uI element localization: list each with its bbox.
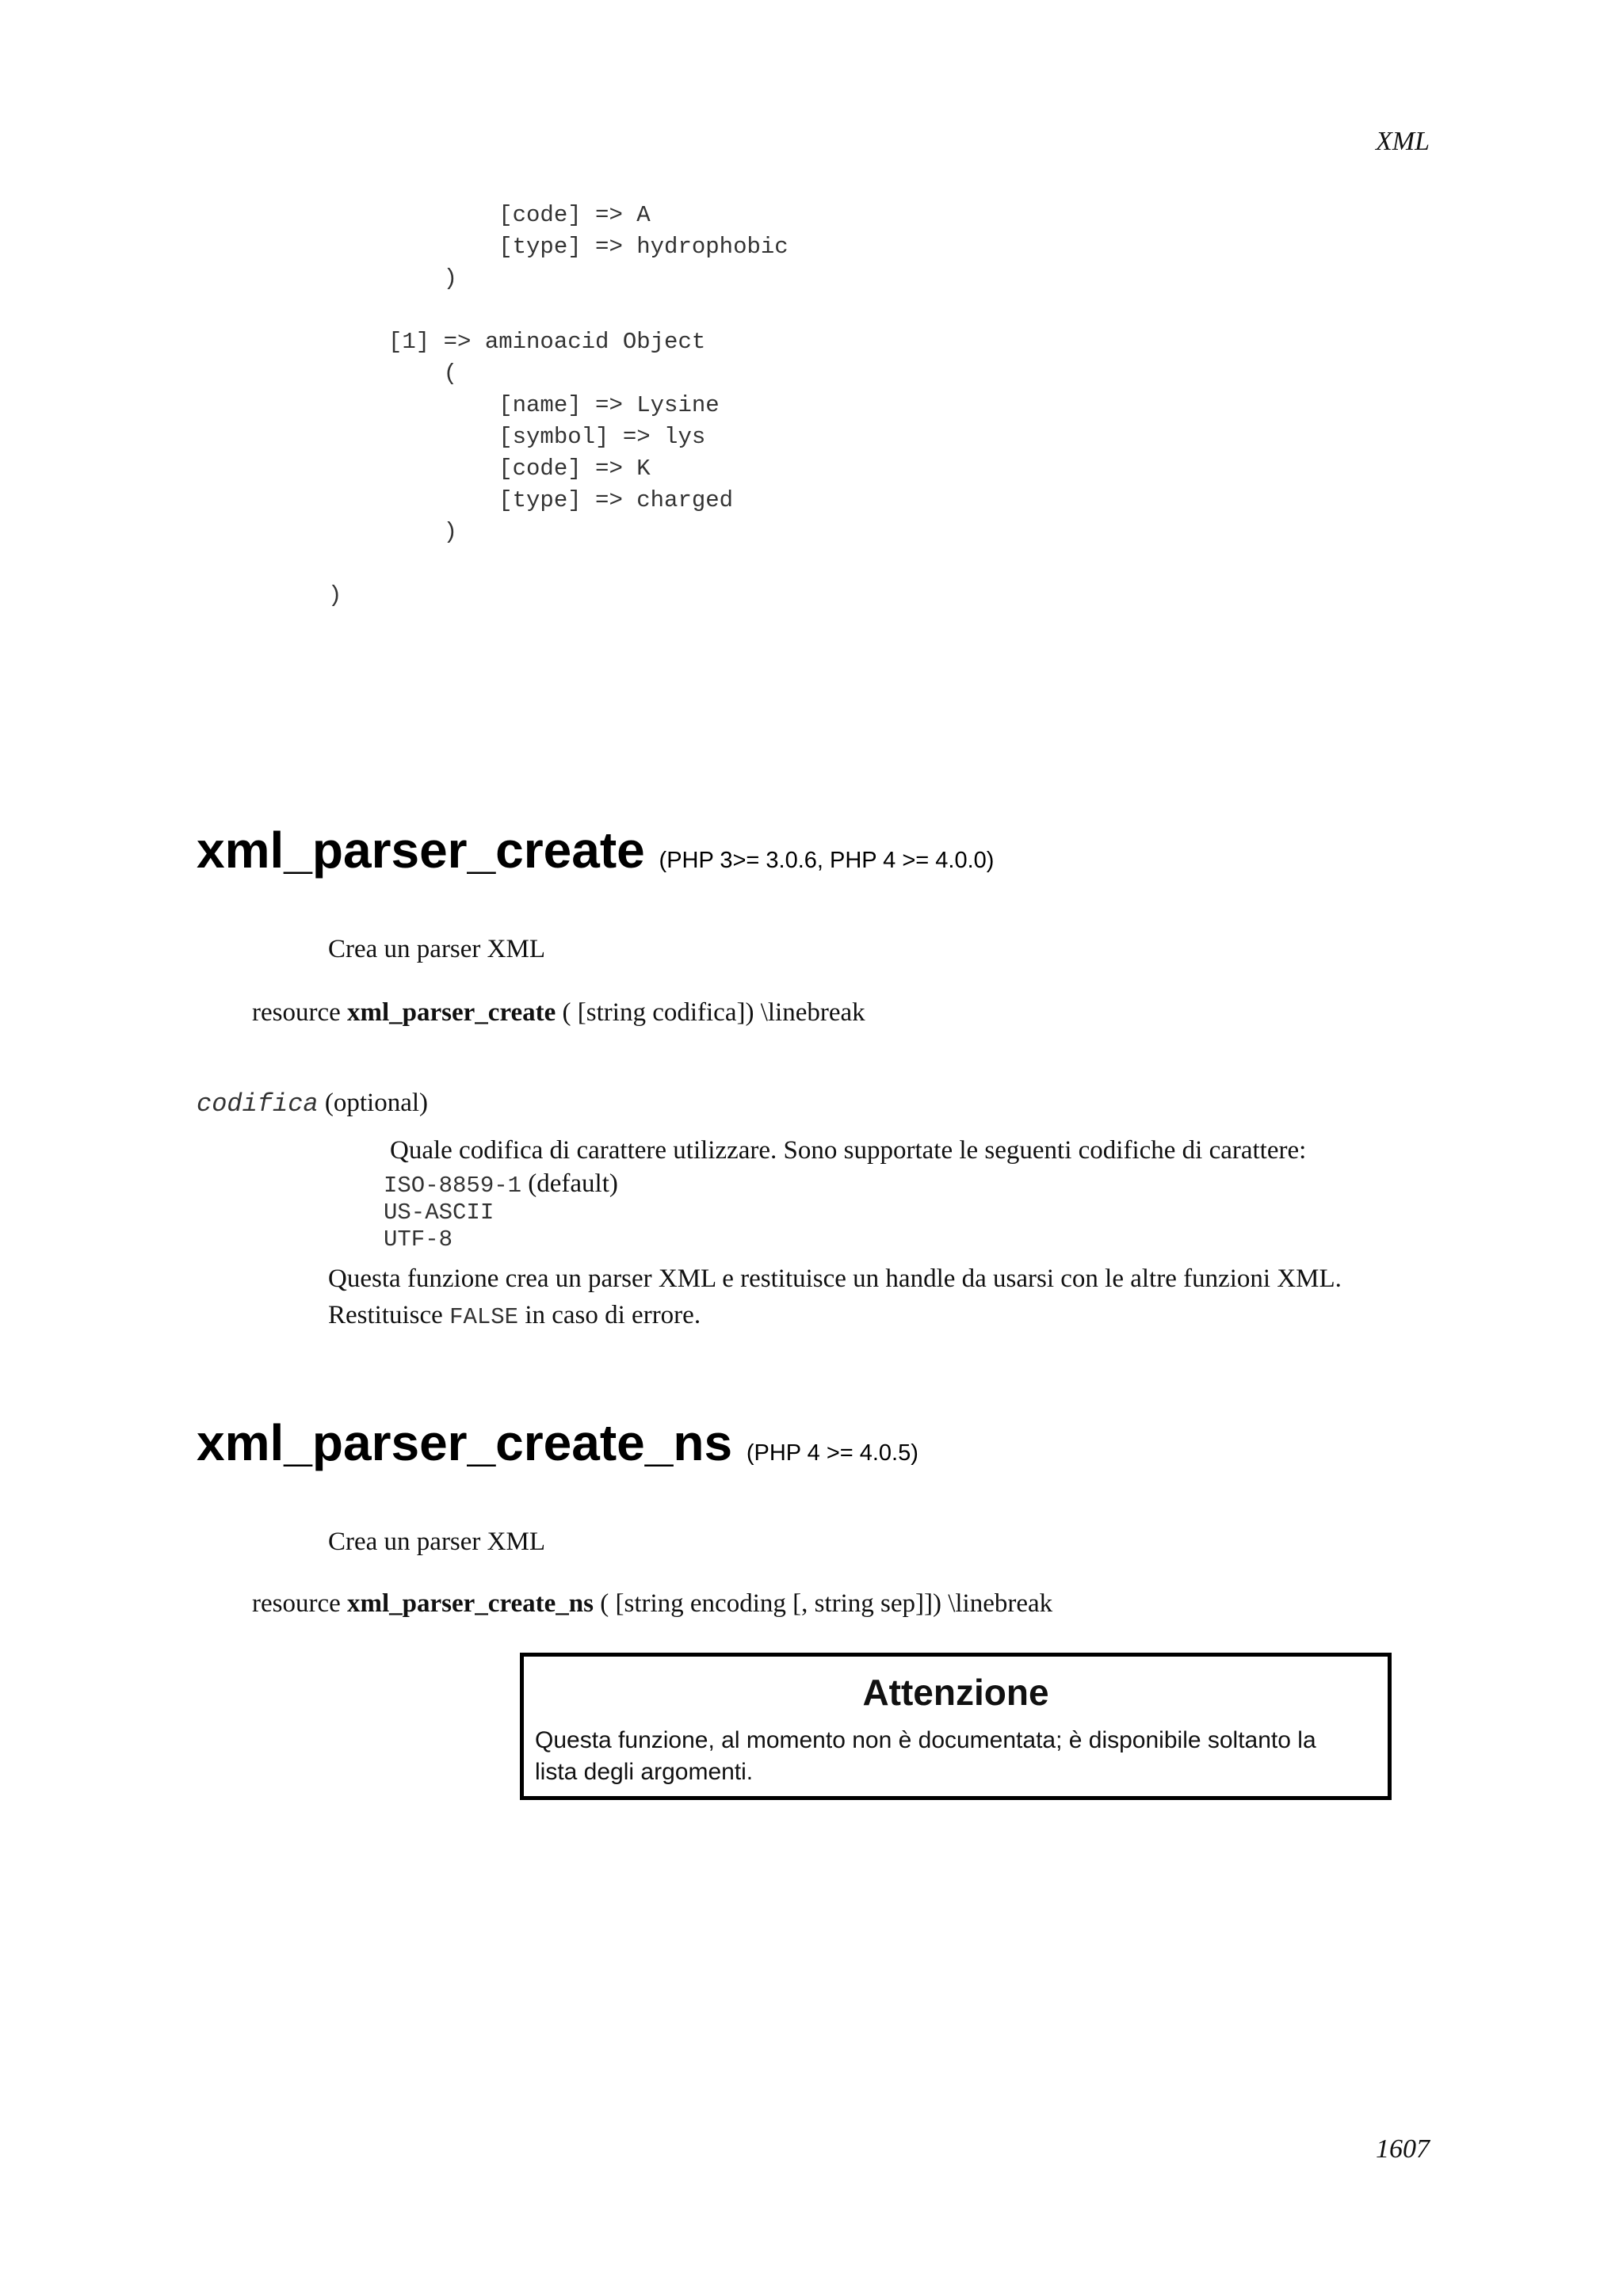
function-version: (PHP 4 >= 4.0.5) [746,1440,918,1466]
function-synopsis [252,995,865,1030]
synopsis-function-name: xml_parser_create_ns [347,1589,594,1618]
code-line: [symbol] => lys [388,424,706,450]
description-text: Restituisce [328,1301,450,1329]
parameter-term [197,1085,428,1122]
synopsis-args: ( [string encoding [, string sep]]) \linebreak [594,1589,1053,1618]
function-purpose: Crea un parser XML [328,935,545,963]
function-synopsis [252,1586,1052,1621]
page-number: 1607 [1376,2134,1430,2164]
parameter-optional: (optional) [318,1089,429,1117]
code-line: ) [328,582,342,608]
function-version: (PHP 3>= 3.0.6, PHP 4 >= 4.0.0) [659,848,995,873]
code-line: ( [388,360,458,387]
synopsis-args: ( [string codifica]) \linebreak [556,998,865,1027]
code-line: [type] => charged [388,487,734,513]
encoding-note: (default) [521,1169,618,1198]
function-purpose: Crea un parser XML [328,1527,545,1556]
code-line: [1] => aminoacid Object [388,329,706,355]
warning-line: Questa funzione, al momento non è documentata; è disponibile soltanto la [535,1727,1316,1753]
synopsis-return-type: resource [252,998,348,1027]
code-line: [code] => A [388,202,651,228]
warning-text [535,1725,1375,1788]
encoding-code: ISO-8859-1 [384,1173,522,1199]
parameter-name: codifica [197,1089,319,1119]
code-line: [type] => hydrophobic [388,234,789,260]
function-title [197,821,994,879]
description-code: FALSE [449,1304,519,1330]
function-name: xml_parser_create [197,822,645,879]
encoding-code: UTF-8 [384,1226,453,1253]
function-description-line [328,1298,701,1335]
code-line: [code] => K [388,456,651,482]
function-name: xml_parser_create_ns [197,1414,733,1471]
synopsis-function-name: xml_parser_create [347,998,556,1027]
synopsis-return-type: resource [252,1589,348,1618]
warning-title: Attenzione [862,1672,1049,1713]
code-line: [name] => Lysine [388,392,720,418]
parameter-description: Quale codifica di carattere utilizzare. Sono supportate le seguenti codifiche di carattere: [390,1136,1307,1165]
code-line: ) [388,519,458,545]
warning-line: lista degli argomenti. [535,1759,754,1785]
function-description-line: Questa funzione crea un parser XML e restituisce un handle da usarsi con le altre funzioni XML. [328,1264,1342,1293]
encoding-code: US-ASCII [384,1199,495,1226]
running-header: XML [1376,127,1430,156]
warning-box [520,1653,1392,1800]
function-title [197,1413,918,1472]
code-line: ) [388,265,458,292]
description-text: in caso di errore. [518,1301,701,1329]
encoding-item [384,1223,453,1254]
